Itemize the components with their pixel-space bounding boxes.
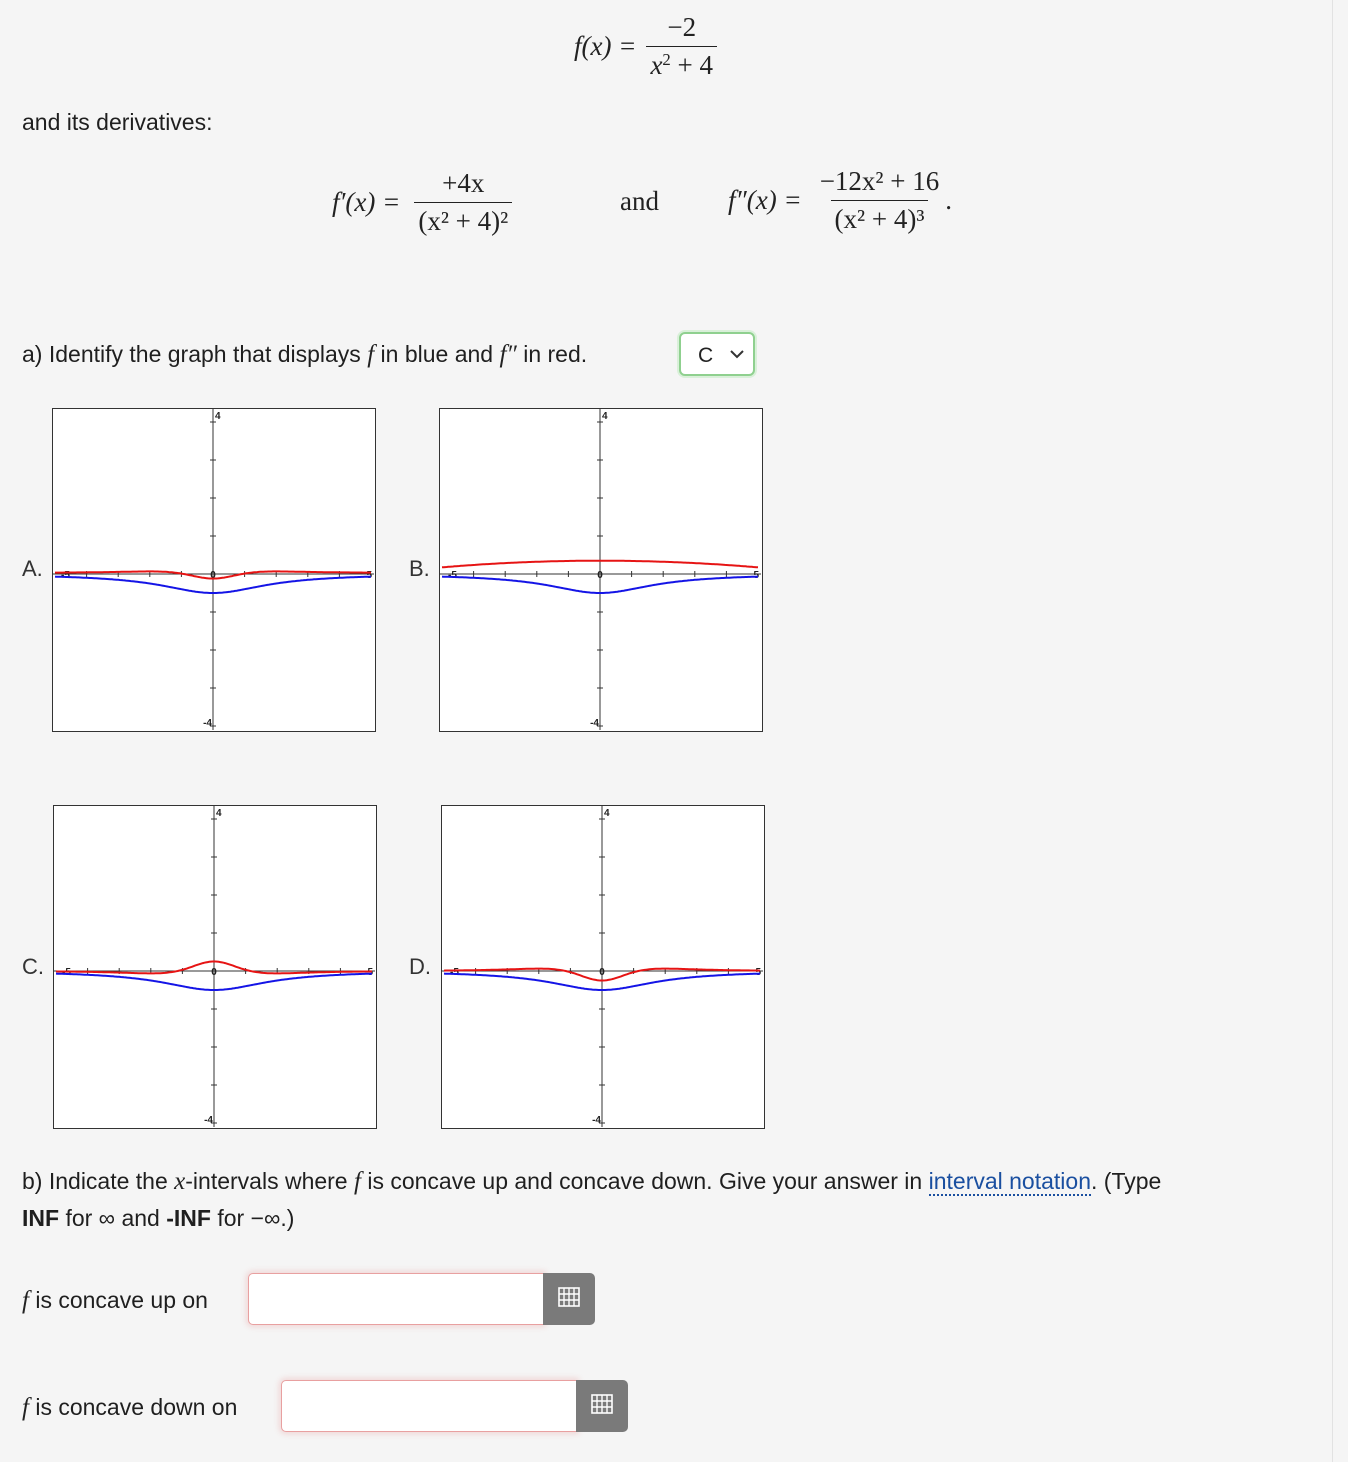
fdoubleprime-fraction bbox=[816, 166, 944, 235]
fprime-lhs: f′(x) = bbox=[332, 187, 401, 217]
graph-choice-value: C bbox=[698, 344, 714, 367]
interval-notation-link[interactable]: interval notation bbox=[928, 1168, 1091, 1194]
page-right-border bbox=[1332, 0, 1333, 1462]
f-lhs: f(x) = bbox=[574, 31, 637, 61]
concave-up-label: f is concave up on bbox=[22, 1287, 208, 1314]
concave-up-input[interactable] bbox=[248, 1273, 544, 1325]
tick-label-left: -5 bbox=[448, 570, 457, 581]
tick-label-origin: 0 bbox=[210, 570, 216, 581]
fprime-fraction bbox=[414, 168, 512, 237]
grid-icon bbox=[591, 1394, 613, 1419]
fdoubleprime-lhs: f″(x) = bbox=[728, 185, 802, 215]
tick-label-bottom: -4 bbox=[592, 1115, 601, 1126]
fprime-numerator: +4x bbox=[442, 168, 485, 198]
graph-option-b[interactable] bbox=[439, 408, 763, 732]
f-fraction bbox=[646, 12, 717, 81]
graph-label-a: A. bbox=[22, 556, 43, 581]
tick-label-top: 4 bbox=[602, 411, 608, 422]
tick-label-origin: 0 bbox=[597, 570, 603, 581]
tick-label-left: -5 bbox=[62, 967, 71, 978]
graph-option-c[interactable] bbox=[53, 805, 377, 1129]
tick-label-bottom: -4 bbox=[204, 1115, 213, 1126]
tick-label-top: 4 bbox=[215, 411, 221, 422]
fdoubleprime-numerator: −12x² + 16 bbox=[819, 166, 940, 196]
part-a-prompt: a) Identify the graph that displays f in blue and f″ in red. bbox=[22, 341, 588, 368]
concave-down-label: f is concave down on bbox=[22, 1394, 238, 1421]
graph-option-a[interactable] bbox=[52, 408, 376, 732]
f-denominator: $x^2 + 4$ bbox=[646, 46, 717, 81]
tick-label-right: 5 bbox=[753, 570, 759, 581]
derivatives-intro: and its derivatives: bbox=[22, 109, 213, 135]
fdoubleprime-denominator: (x² + 4)³ bbox=[831, 200, 929, 235]
tick-label-right: 5 bbox=[367, 967, 373, 978]
graph-choice-select[interactable] bbox=[679, 332, 755, 376]
graph-option-d[interactable] bbox=[441, 805, 765, 1129]
tick-label-right: 5 bbox=[755, 967, 761, 978]
f-numerator: −2 bbox=[667, 12, 697, 42]
tick-label-top: 4 bbox=[604, 808, 610, 819]
and-word: and bbox=[620, 186, 659, 216]
tick-label-bottom: -4 bbox=[203, 718, 212, 729]
graph-label-c: C. bbox=[22, 954, 44, 979]
graph-label-b: B. bbox=[409, 556, 430, 581]
graph-label-d: D. bbox=[409, 954, 431, 979]
tick-label-left: -5 bbox=[61, 570, 70, 581]
concave-up-matrix-button[interactable] bbox=[543, 1273, 595, 1325]
concave-down-matrix-button[interactable] bbox=[576, 1380, 628, 1432]
concave-down-input[interactable] bbox=[281, 1380, 577, 1432]
tick-label-top: 4 bbox=[216, 808, 222, 819]
tick-label-origin: 0 bbox=[211, 967, 217, 978]
part-b-prompt: b) Indicate the x-intervals where f is concave up and concave down. Give your answer in interval notation. (Type INF for ∞ and -INF for −∞.) bbox=[22, 1168, 1162, 1231]
fprime-denominator: (x² + 4)² bbox=[414, 202, 512, 237]
fprime-definition bbox=[332, 168, 512, 237]
tick-label-origin: 0 bbox=[599, 967, 605, 978]
fdoubleprime-definition bbox=[728, 166, 952, 235]
f-definition bbox=[574, 12, 717, 81]
grid-icon bbox=[558, 1287, 580, 1312]
tick-label-left: -5 bbox=[450, 967, 459, 978]
fdoubleprime-period: . bbox=[945, 185, 952, 215]
tick-label-right: 5 bbox=[366, 570, 372, 581]
chevron-down-icon bbox=[729, 344, 745, 369]
tick-label-bottom: -4 bbox=[590, 718, 599, 729]
